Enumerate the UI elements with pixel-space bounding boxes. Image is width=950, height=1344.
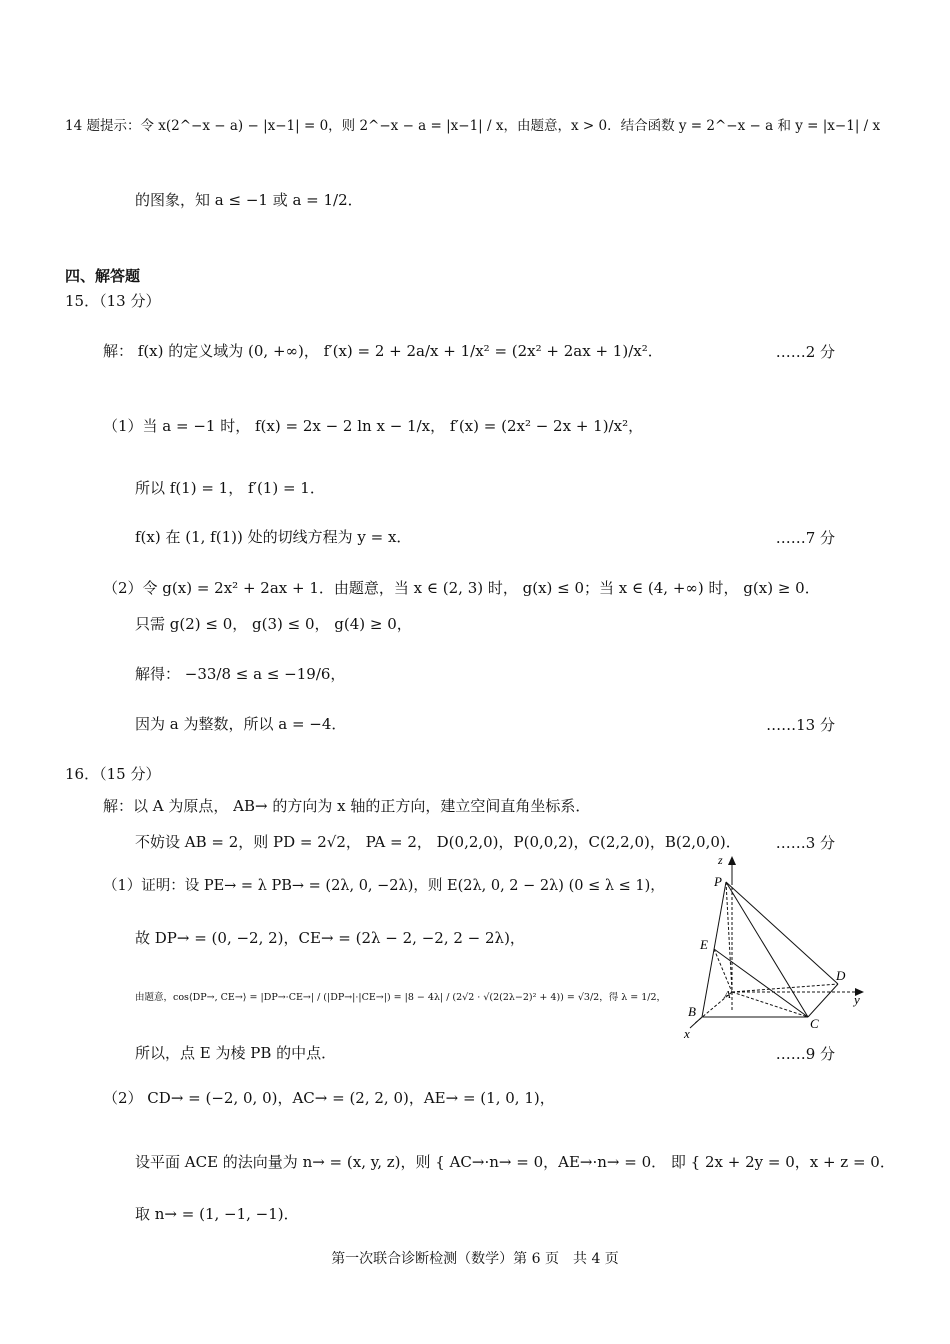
- text-line: 所以，点 E 为棱 PB 的中点．: [135, 1044, 337, 1062]
- text-line: 故 DP→ = (0, −2, 2)，CE→ = (2λ − 2, −2, 2 − 2λ)，: [135, 929, 525, 947]
- edge-PA: [726, 882, 732, 992]
- label-E: E: [700, 937, 708, 952]
- text-line: （2）令 g(x) = 2x² + 2ax + 1．由题意，当 x ∈ (2, 3) 时， g(x) ≤ 0；当 x ∈ (4, +∞) 时， g(x) ≥ 0．: [103, 579, 820, 597]
- label-D: D: [836, 968, 846, 983]
- text-line: （1）当 a = −1 时， f(x) = 2x − 2 ln x − 1/x， f′(x) = (2x² − 2x + 1)/x²，: [103, 417, 644, 435]
- text-line: （1）证明：设 PE→ = λ PB→ = (2λ, 0, −2λ)，则 E(2λ, 0, 2 − 2λ) (0 ≤ λ ≤ 1)，: [103, 878, 665, 894]
- label-y: y: [854, 992, 860, 1007]
- text-line: 15．（13 分）: [65, 292, 161, 310]
- z-arrow: [728, 856, 736, 865]
- label-B: B: [688, 1004, 696, 1019]
- label-A: A: [724, 989, 731, 1001]
- text-line: 四、解答题: [65, 267, 141, 285]
- text-line: 所以 f(1) = 1， f′(1) = 1．: [135, 479, 325, 497]
- pyramid-figure: [680, 852, 870, 1042]
- edge-AD: [732, 984, 838, 992]
- text-line: 解： f(x) 的定义域为 (0, +∞)， f′(x) = 2 + 2a/x + 1/x² = (2x² + 2ax + 1)/x²．: [103, 342, 663, 360]
- score-marker: ……13 分: [766, 716, 835, 734]
- label-C: C: [810, 1016, 819, 1031]
- label-x: x: [684, 1026, 690, 1041]
- text-line: 16．（15 分）: [65, 765, 161, 783]
- text-line: 不妨设 AB = 2，则 PD = 2√2， PA = 2， D(0,2,0)，P(0,0,2)，C(2,2,0)，B(2,0,0)．: [135, 833, 741, 851]
- text-line: 只需 g(2) ≤ 0， g(3) ≤ 0， g(4) ≥ 0，: [135, 615, 412, 633]
- label-z: z: [718, 853, 723, 867]
- score-marker: ……7 分: [775, 529, 835, 547]
- text-line: （2） CD→ = (−2, 0, 0)，AC→ = (2, 2, 0)，AE→ = (1, 0, 1)，: [103, 1089, 555, 1107]
- text-line: 解：以 A 为原点， AB→ 的方向为 x 轴的正方向，建立空间直角坐标系．: [103, 797, 591, 815]
- score-marker: ……3 分: [775, 834, 835, 852]
- text-line: 因为 a 为整数，所以 a = −4．: [135, 715, 347, 733]
- label-P: P: [714, 874, 722, 889]
- edge-AC: [732, 992, 808, 1017]
- score-marker: ……2 分: [775, 343, 835, 361]
- text-line: 设平面 ACE 的法向量为 n→ = (x, y, z)，则 { AC→·n→ = 0，AE→·n→ = 0． 即 { 2x + 2y = 0，x + z = 0．: [135, 1153, 895, 1171]
- text-line: f(x) 在 (1, f(1)) 处的切线方程为 y = x．: [135, 528, 412, 546]
- edge-PC: [726, 882, 808, 1017]
- text-line: 解得： −33/8 ≤ a ≤ −19/6，: [135, 665, 346, 683]
- text-line: 14 题提示：令 x(2^−x − a) − |x−1| = 0，则 2^−x − a = |x−1| / x，由题意，x > 0．结合函数 y = 2^−x − a 和 y = |x−1| / x: [65, 118, 881, 134]
- score-marker: ……9 分: [775, 1045, 835, 1063]
- edge-CD: [808, 984, 838, 1017]
- edge-PD: [726, 882, 838, 984]
- page-footer: 第一次联合诊断检测（数学）第 6 页 共 4 页: [331, 1251, 619, 1267]
- text-line: 由题意，cos⟨DP→, CE→⟩ = |DP→·CE→| / (|DP→|·|CE→|) = |8 − 4λ| / (2√2 · √(2(2λ−2)² + 4)) = √3/2，得 λ = 1/2，: [135, 992, 667, 1003]
- text-line: 的图象，知 a ≤ −1 或 a = 1/2．: [135, 191, 363, 209]
- text-line: 取 n→ = (1, −1, −1)．: [135, 1205, 299, 1223]
